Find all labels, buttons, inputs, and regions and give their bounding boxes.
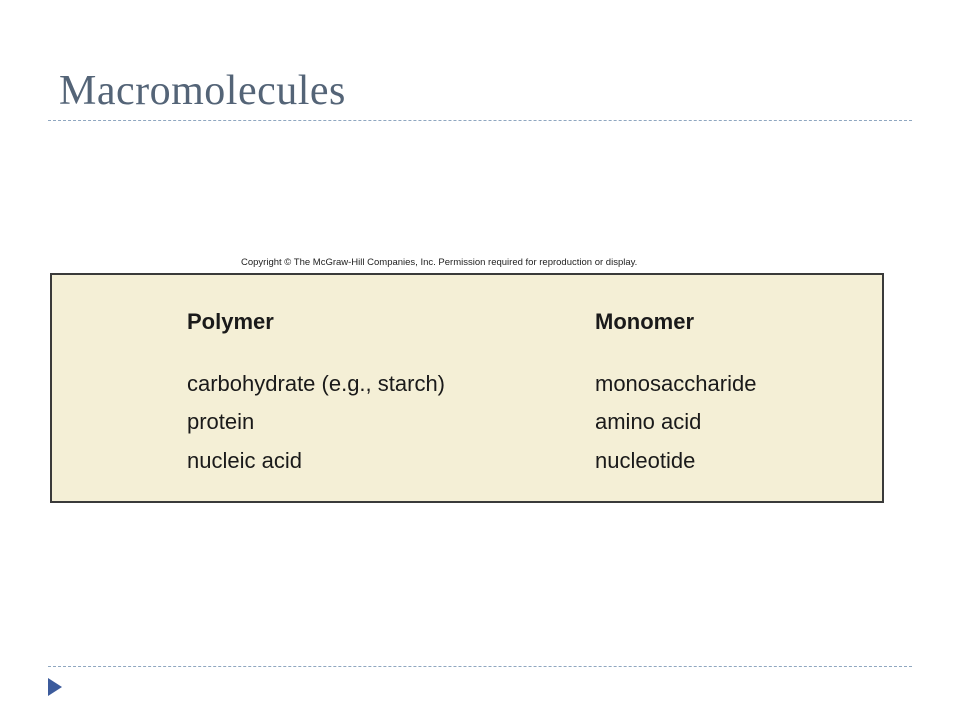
title-divider [48,120,912,121]
monomer-header: Monomer [595,309,694,334]
copyright-notice: Copyright © The McGraw-Hill Companies, Inc. Permission required for reproduction or display. [241,257,638,268]
slide-title: Macromolecules [59,68,346,114]
polymer-monomer-table [50,273,884,503]
monomer-cell: nucleotide [595,448,696,473]
polymer-header: Polymer [187,309,274,334]
polymer-cell: carbohydrate (e.g., starch) [187,371,446,396]
monomer-cell: monosaccharide [595,371,757,396]
triangle-bullet-icon [48,678,62,696]
monomer-cell: amino acid [595,409,702,434]
footer-divider [48,666,912,667]
polymer-cell: protein [187,409,255,434]
polymer-cell: nucleic acid [187,448,302,473]
